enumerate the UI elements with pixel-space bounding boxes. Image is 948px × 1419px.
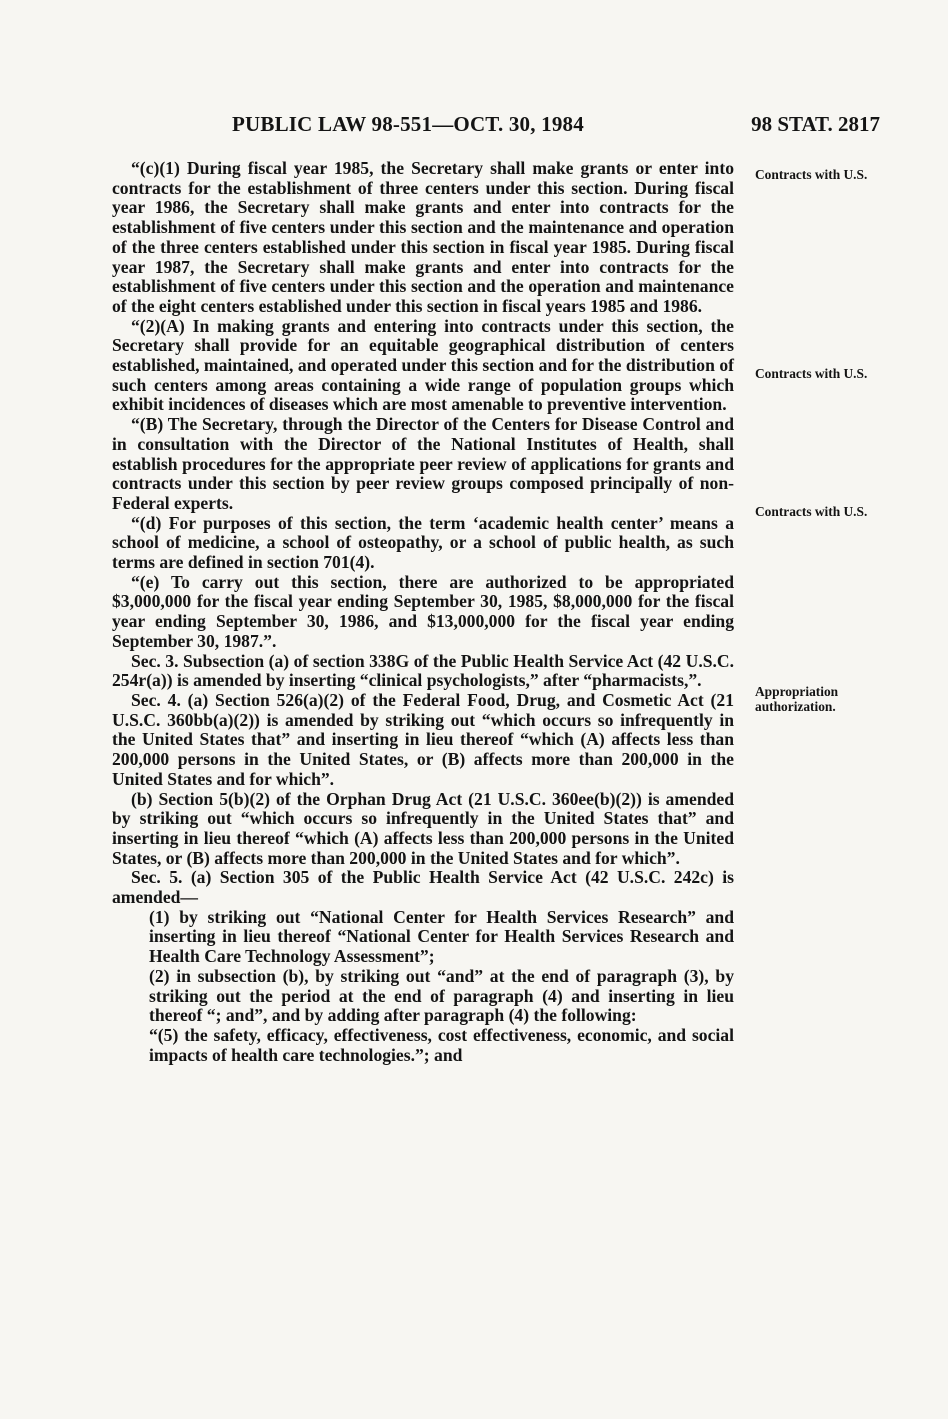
margin-note-appropriation: Appropriation authorization. bbox=[755, 684, 839, 714]
section-3: Sec. 3. Subsection (a) of section 338G of the Public Health Service Act (42 U.S.C. 254r(a)) is amended by inserting “clinical psychologists,” after “pharmacists,”. bbox=[112, 650, 734, 691]
section-5a-item-5-quote: “(5) the safety, efficacy, effectiveness, cost effectiveness, economic, and social impacts of health care technologies.”; and bbox=[149, 1024, 734, 1065]
paragraph-e: “(e) To carry out this section, there are authorized to be appropriated $3,000,000 for the fiscal year ending September 30, 1985, $8,000,000 for the fiscal year ending September 30, 1986, and $13,000,000 for the fiscal year ending September 30, 1987.”. bbox=[112, 571, 734, 651]
section-4a: Sec. 4. (a) Section 526(a)(2) of the Federal Food, Drug, and Cosmetic Act (21 U.S.C. 360bb(a)(2)) is amended by striking out “which occurs so infrequently in the United States that” and inserting in lieu thereof “which (A) affects less than 200,000 persons in the United States, or (B) affects more than 200,000 in the United States and for which”. bbox=[112, 689, 734, 789]
statute-page-number: 98 STAT. 2817 bbox=[751, 112, 880, 136]
section-4b: (b) Section 5(b)(2) of the Orphan Drug Act (21 U.S.C. 360ee(b)(2)) is amended by striking out “which occurs so infrequently in the United States that” and inserting in lieu thereof “which (A) affects less than 200,000 persons in the United States, or (B) affects more than 200,000 in the United States and for which”. bbox=[112, 788, 734, 868]
section-5a-item-2: (2) in subsection (b), by striking out “and” at the end of paragraph (3), by striking out the period at the end of paragraph (4) and inserting in lieu thereof “; and”, and by adding after paragraph (4) the following: bbox=[149, 965, 734, 1026]
margin-note-contracts-3: Contracts with U.S. bbox=[755, 504, 868, 519]
paragraph-2a: “(2)(A) In making grants and entering into contracts under this section, the Secretary shall provide for an equitable geographical distribution of centers established, maintained, and operated under this section and for the distribution of such centers among areas containing a wide range of population groups which exhibit incidences of diseases which are most amenable to preventive intervention. bbox=[112, 315, 734, 415]
document-body bbox=[112, 159, 734, 1065]
section-5a-item-1: (1) by striking out “National Center for Health Services Research” and inserting in lieu thereof “National Center for Health Services Research and Health Care Technology Assessment”; bbox=[149, 906, 734, 967]
section-5a: Sec. 5. (a) Section 305 of the Public Health Service Act (42 U.S.C. 242c) is amended— bbox=[112, 867, 734, 908]
margin-note-contracts-1: Contracts with U.S. bbox=[755, 167, 868, 182]
page-header bbox=[110, 112, 880, 142]
page-title: PUBLIC LAW 98-551—OCT. 30, 1984 bbox=[232, 112, 584, 136]
paragraph-2b: “(B) The Secretary, through the Director of the Centers for Disease Control and in consultation with the Director of the National Institutes of Health, shall establish procedures for the appropriate peer review of applications for grants and contracts under this section by peer review groups composed principally of non-Federal experts. bbox=[112, 414, 734, 513]
paragraph-d: “(d) For purposes of this section, the term ‘academic health center’ means a school of medicine, a school of osteopathy, or a school of public health, as such terms are defined in section 701(4). bbox=[112, 512, 734, 573]
margin-note-contracts-2: Contracts with U.S. bbox=[755, 366, 868, 381]
paragraph-c1: “(c)(1) During fiscal year 1985, the Secretary shall make grants or enter into contracts for the establishment of three centers under this section. During fiscal year 1986, the Secretary shall make grants and enter into contracts for the establishment of five centers under this section and the maintenance and operation of the three centers established under this section in fiscal year 1985. During fiscal year 1987, the Secretary shall make grants and enter into contracts for the establishment of five centers under this section and the operation and maintenance of the eight centers established under this section in fiscal years 1985 and 1986. bbox=[112, 158, 734, 316]
